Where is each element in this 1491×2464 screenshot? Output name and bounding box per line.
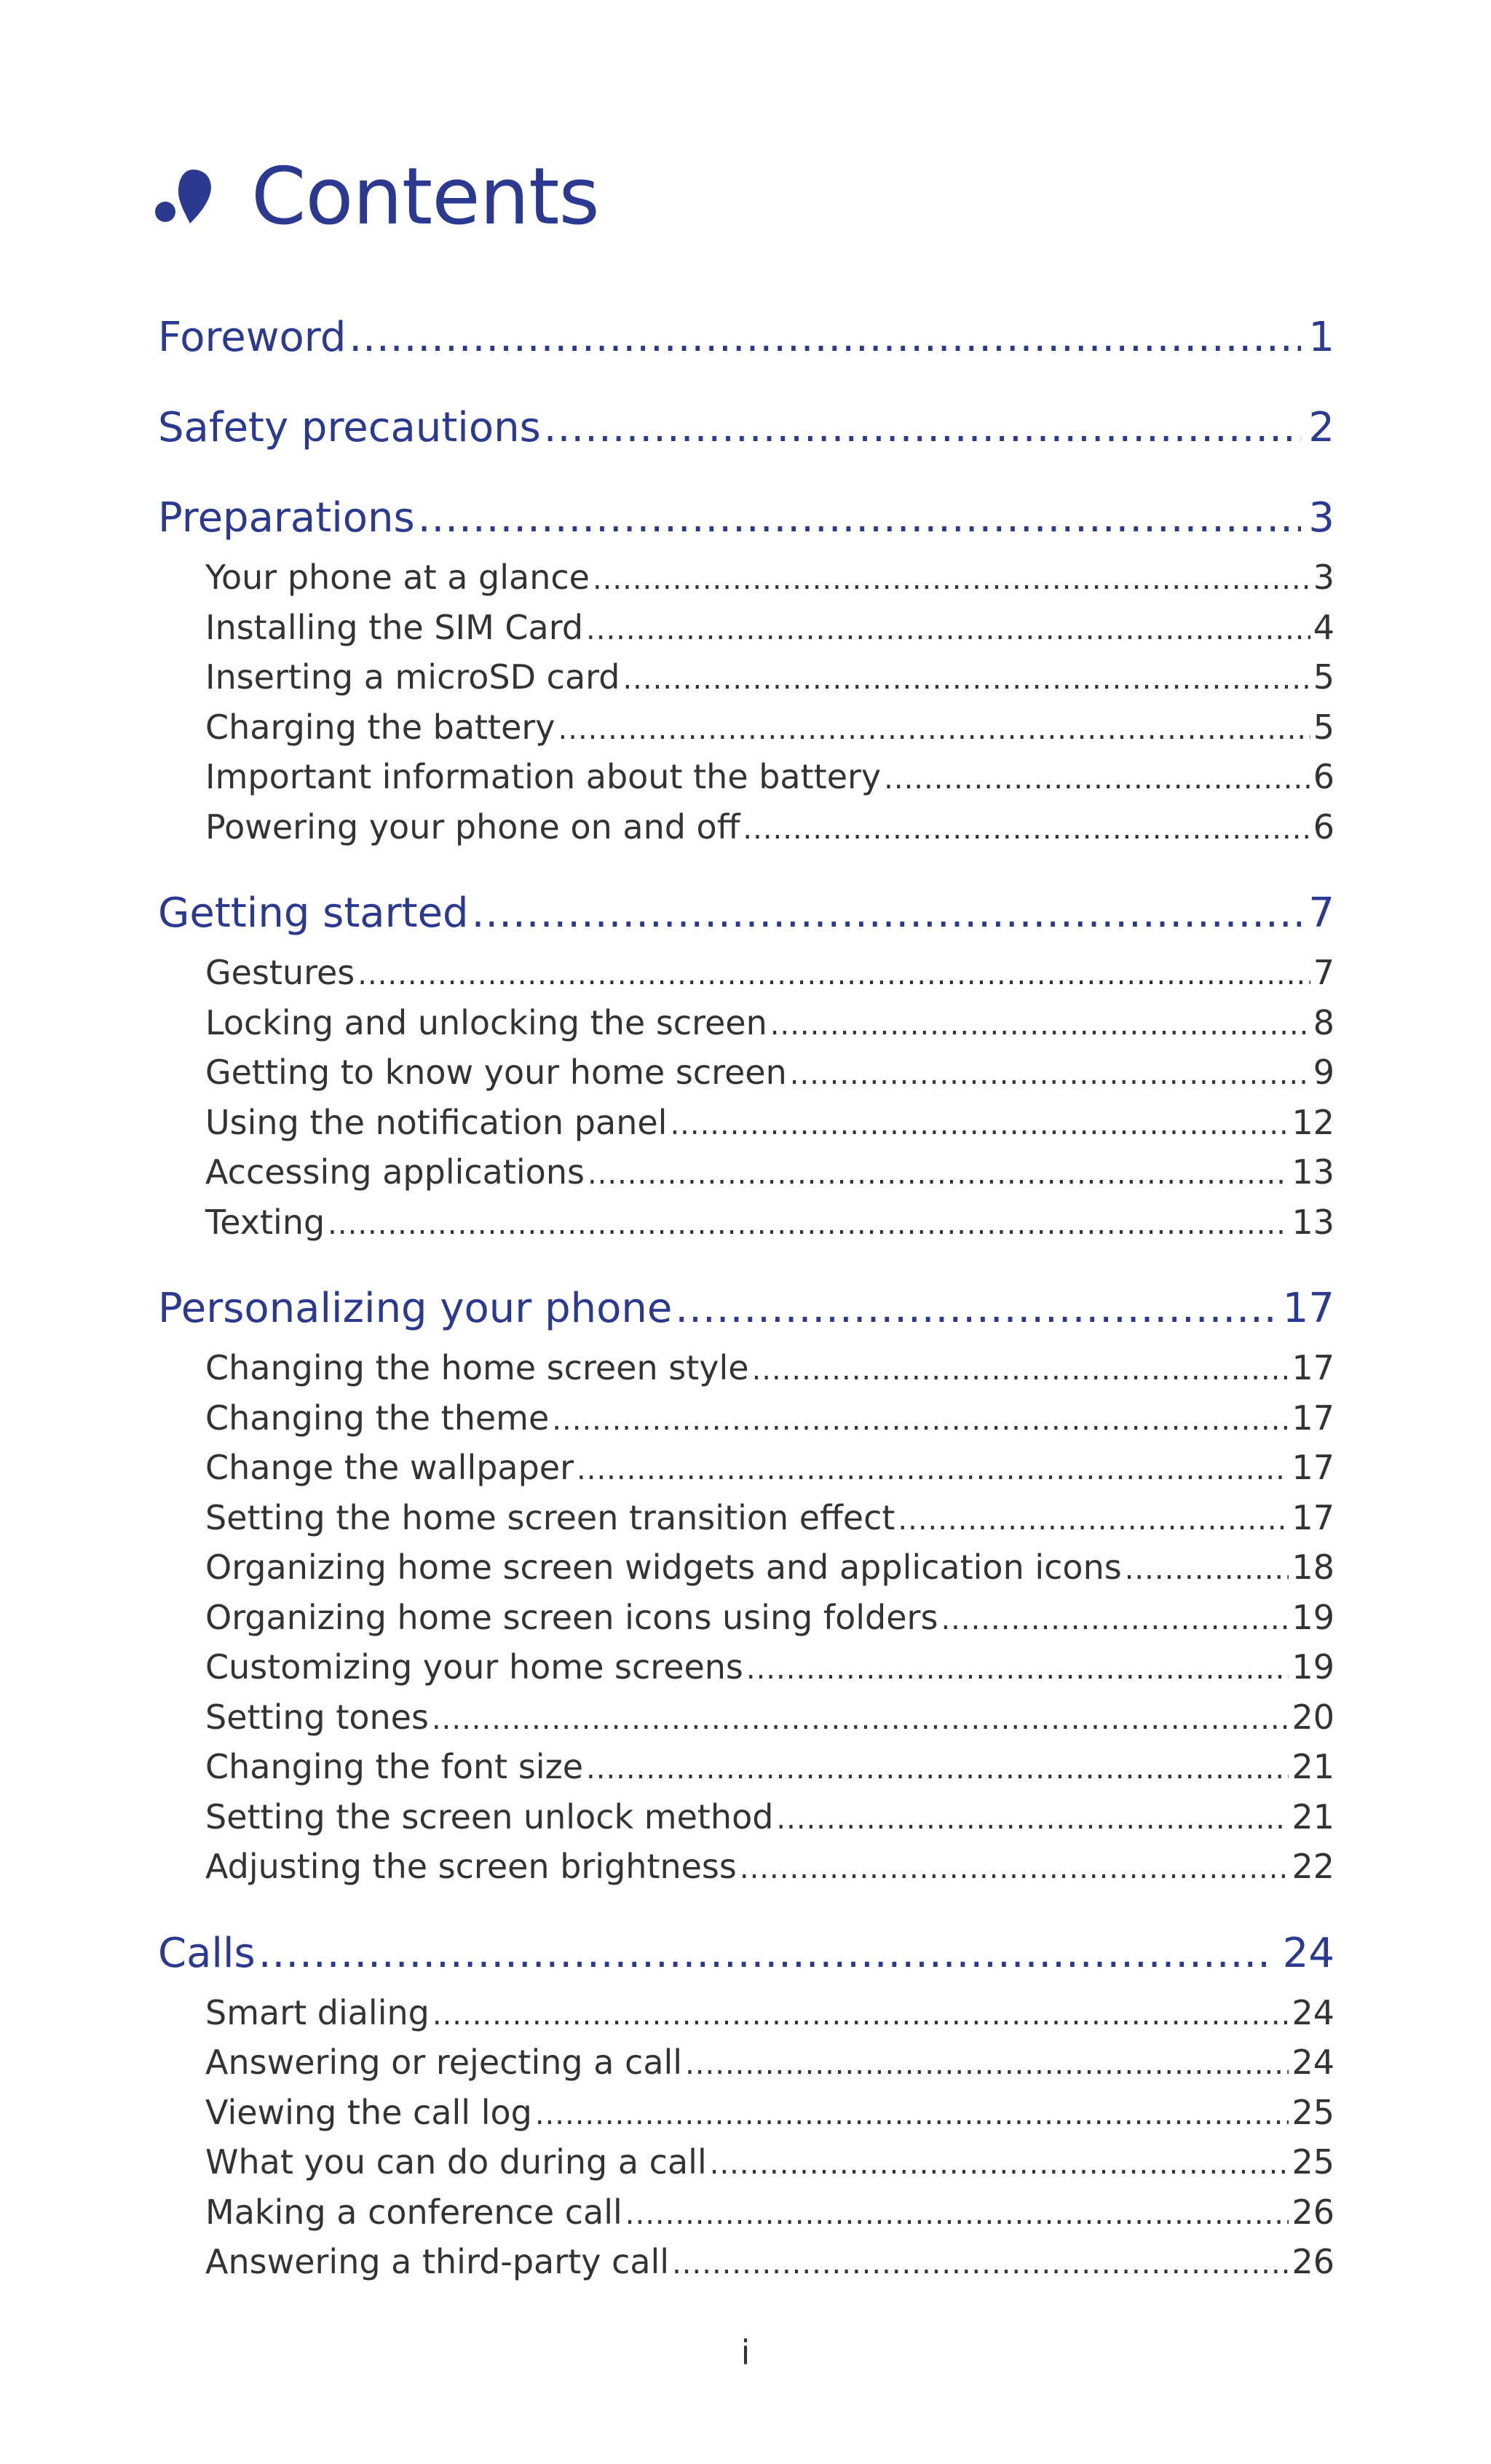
subsection-title: Installing the SIM Card (205, 607, 584, 647)
toc-subsection-entry[interactable] (158, 702, 1334, 753)
subsection-page-number: 5 (1313, 657, 1334, 697)
dot-leader (790, 1050, 1310, 1100)
toc-chapter-entry[interactable] (158, 400, 1334, 456)
chapter-title: Safety precautions (158, 404, 541, 451)
subsection-title: Inserting a microSD card (205, 657, 620, 697)
dot-leader (472, 885, 1302, 942)
toc-chapter-entry[interactable] (158, 885, 1334, 942)
subsection-page-number: 19 (1292, 1597, 1334, 1637)
toc-subsection-entry[interactable] (158, 1692, 1334, 1743)
dot-leader (746, 1644, 1289, 1695)
dot-leader (418, 490, 1302, 547)
toc-subsection-list (158, 1988, 1334, 2287)
subsection-title: Setting the screen unlock method (205, 1796, 774, 1837)
subsection-page-number: 6 (1313, 757, 1334, 796)
toc-chapter-entry[interactable] (158, 1280, 1334, 1337)
subsection-title: Setting the home screen transition effect (205, 1497, 895, 1537)
toc-chapter-entry[interactable] (158, 309, 1334, 366)
toc-subsection-entry[interactable] (158, 1593, 1334, 1643)
subsection-title: Viewing the call log (205, 2092, 532, 2132)
dot-leader (432, 1695, 1289, 1745)
dot-leader (675, 1280, 1275, 1337)
chapter-title: Personalizing your phone (158, 1285, 673, 1332)
toc-subsection-entry[interactable] (158, 2137, 1334, 2187)
drops-icon (149, 164, 215, 229)
toc-subsection-entry[interactable] (158, 948, 1334, 998)
toc-section (158, 490, 1334, 852)
toc-subsection-entry[interactable] (158, 1988, 1334, 2038)
dot-leader (685, 2040, 1289, 2090)
dot-leader (710, 2139, 1289, 2190)
dot-leader (672, 2239, 1289, 2289)
subsection-page-number: 24 (1292, 2043, 1334, 2082)
toc-subsection-entry[interactable] (158, 1443, 1334, 1493)
subsection-page-number: 26 (1292, 2192, 1334, 2232)
toc-subsection-list (158, 1343, 1334, 1892)
toc-section (158, 400, 1334, 456)
subsection-page-number: 19 (1292, 1647, 1334, 1687)
subsection-title: Important information about the battery (205, 757, 882, 796)
dot-leader (1125, 1545, 1289, 1595)
subsection-page-number: 17 (1292, 1448, 1334, 1487)
dot-leader (586, 1744, 1289, 1794)
chapter-page-number: 24 (1282, 1929, 1334, 1977)
toc-subsection-entry[interactable] (158, 1047, 1334, 1098)
dot-leader (770, 1000, 1310, 1050)
dot-leader (776, 1794, 1289, 1845)
toc-subsection-entry[interactable] (158, 1742, 1334, 1792)
dot-leader (349, 309, 1301, 366)
subsection-page-number: 17 (1292, 1398, 1334, 1438)
toc-subsection-entry[interactable] (158, 2237, 1334, 2287)
dot-leader (586, 605, 1310, 655)
subsection-page-number: 7 (1313, 953, 1334, 992)
subsection-title: Your phone at a glance (205, 558, 590, 597)
subsection-page-number: 13 (1292, 1202, 1334, 1242)
toc-subsection-entry[interactable] (158, 1147, 1334, 1197)
chapter-page-number: 2 (1308, 404, 1334, 451)
subsection-page-number: 13 (1292, 1152, 1334, 1192)
subsection-title: Customizing your home screens (205, 1647, 743, 1687)
subsection-page-number: 25 (1292, 2142, 1334, 2182)
dot-leader (593, 555, 1310, 605)
chapter-title: Calls (158, 1929, 256, 1977)
page-number: i (740, 2333, 751, 2372)
toc-subsection-entry[interactable] (158, 1197, 1334, 1248)
dot-leader (258, 1925, 1276, 1982)
subsection-page-number: 17 (1292, 1348, 1334, 1387)
subsection-title: Changing the home screen style (205, 1348, 749, 1387)
subsection-title: Organizing home screen widgets and application icons (205, 1548, 1122, 1587)
toc-subsection-entry[interactable] (158, 1542, 1334, 1593)
subsection-title: Charging the battery (205, 707, 555, 747)
dot-leader (577, 1445, 1289, 1495)
dot-leader (752, 1345, 1289, 1395)
subsection-title: Answering or rejecting a call (205, 2043, 683, 2082)
subsection-page-number: 9 (1313, 1053, 1334, 1092)
dot-leader (898, 1495, 1289, 1545)
subsection-page-number: 8 (1313, 1002, 1334, 1042)
subsection-page-number: 4 (1313, 607, 1334, 647)
chapter-page-number: 7 (1308, 890, 1334, 937)
toc-subsection-entry[interactable] (158, 802, 1334, 852)
toc-subsection-entry[interactable] (158, 998, 1334, 1048)
subsection-title: Change the wallpaper (205, 1448, 574, 1487)
table-of-contents (158, 309, 1334, 2321)
subsection-title: Getting to know your home screen (205, 1053, 787, 1092)
subsection-page-number: 20 (1292, 1697, 1334, 1737)
dot-leader (552, 1395, 1289, 1446)
toc-subsection-entry[interactable] (158, 603, 1334, 653)
subsection-title: Texting (205, 1202, 325, 1242)
dot-leader (558, 705, 1310, 755)
page-header (149, 146, 599, 247)
toc-subsection-entry[interactable] (158, 1493, 1334, 1543)
subsection-title: Smart dialing (205, 1992, 430, 2032)
subsection-page-number: 17 (1292, 1497, 1334, 1537)
chapter-page-number: 1 (1308, 314, 1334, 361)
subsection-title: Changing the theme (205, 1398, 550, 1438)
subsection-title: Answering a third-party call (205, 2242, 670, 2281)
subsection-title: Using the notification panel (205, 1102, 668, 1142)
toc-subsection-entry[interactable] (158, 652, 1334, 702)
subsection-title: Gestures (205, 953, 355, 992)
chapter-title: Foreword (158, 314, 347, 361)
chapter-title: Preparations (158, 494, 415, 542)
toc-subsection-entry[interactable] (158, 1393, 1334, 1443)
dot-leader (588, 1149, 1289, 1200)
dot-leader (328, 1200, 1289, 1250)
subsection-page-number: 25 (1292, 2092, 1334, 2132)
toc-section (158, 309, 1334, 366)
subsection-page-number: 21 (1292, 1747, 1334, 1786)
subsection-page-number: 22 (1292, 1847, 1334, 1886)
toc-subsection-entry[interactable] (158, 552, 1334, 603)
toc-section (158, 885, 1334, 1247)
subsection-page-number: 18 (1292, 1548, 1334, 1587)
toc-subsection-entry[interactable] (158, 752, 1334, 802)
toc-subsection-entry[interactable] (158, 1343, 1334, 1393)
toc-chapter-entry[interactable] (158, 490, 1334, 547)
dot-leader (357, 950, 1310, 1000)
subsection-title: Organizing home screen icons using folders (205, 1597, 938, 1637)
subsection-page-number: 3 (1313, 558, 1334, 597)
toc-subsection-entry[interactable] (158, 2037, 1334, 2088)
subsection-title: What you can do during a call (205, 2142, 707, 2182)
dot-leader (544, 400, 1302, 456)
toc-subsection-list (158, 948, 1334, 1247)
dot-leader (535, 2090, 1289, 2140)
toc-subsection-entry[interactable] (158, 2088, 1334, 2138)
subsection-page-number: 5 (1313, 707, 1334, 747)
toc-subsection-entry[interactable] (158, 1842, 1334, 1892)
dot-leader (884, 754, 1310, 804)
dot-leader (432, 1990, 1289, 2040)
dot-leader (743, 804, 1310, 855)
chapter-page-number: 17 (1282, 1285, 1334, 1332)
chapter-title: Getting started (158, 890, 469, 937)
subsection-title: Setting tones (205, 1697, 429, 1737)
subsection-page-number: 26 (1292, 2242, 1334, 2281)
subsection-title: Changing the font size (205, 1747, 584, 1786)
toc-subsection-entry[interactable] (158, 2187, 1334, 2238)
subsection-title: Locking and unlocking the screen (205, 1002, 767, 1042)
chapter-page-number: 3 (1308, 494, 1334, 542)
dot-leader (941, 1595, 1289, 1645)
subsection-page-number: 6 (1313, 807, 1334, 847)
toc-subsection-entry[interactable] (158, 1098, 1334, 1148)
toc-subsection-list (158, 552, 1334, 852)
subsection-page-number: 12 (1292, 1102, 1334, 1142)
page-title: Contents (251, 151, 599, 242)
toc-section (158, 1280, 1334, 1892)
dot-leader (625, 2190, 1289, 2240)
dot-leader (740, 1844, 1289, 1894)
toc-chapter-entry[interactable] (158, 1925, 1334, 1982)
subsection-title: Making a conference call (205, 2192, 622, 2232)
subsection-page-number: 24 (1292, 1992, 1334, 2032)
subsection-page-number: 21 (1292, 1796, 1334, 1837)
dot-leader (622, 654, 1310, 705)
subsection-title: Accessing applications (205, 1152, 585, 1192)
subsection-title: Powering your phone on and off (205, 807, 740, 847)
subsection-title: Adjusting the screen brightness (205, 1847, 737, 1886)
toc-section (158, 1925, 1334, 2287)
toc-subsection-entry[interactable] (158, 1642, 1334, 1692)
toc-subsection-entry[interactable] (158, 1792, 1334, 1842)
dot-leader (670, 1100, 1289, 1150)
